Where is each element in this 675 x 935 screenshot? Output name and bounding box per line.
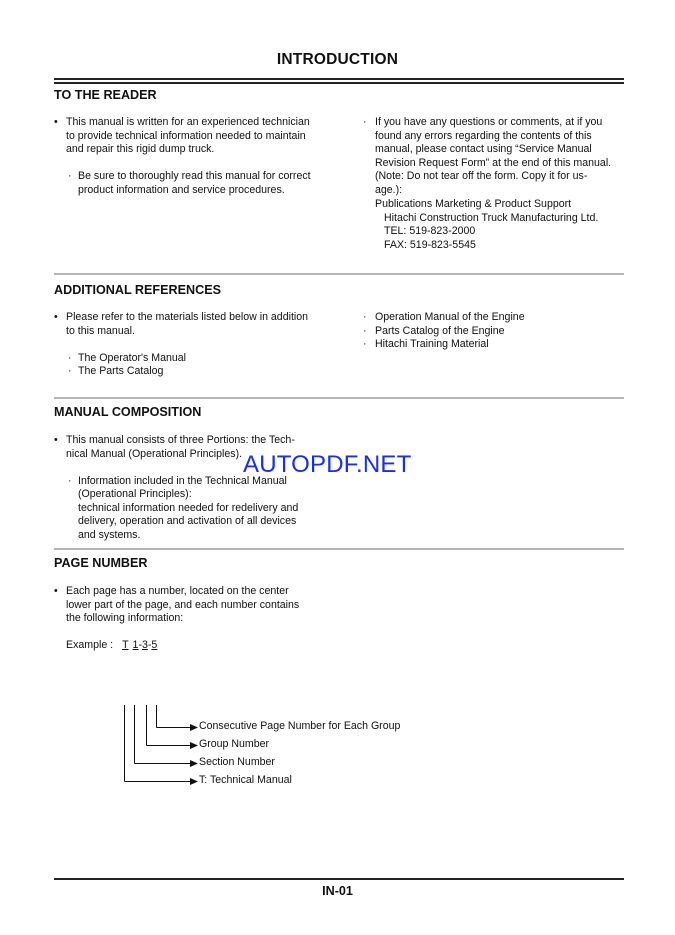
diagram-label-consecutive-page: Consecutive Page Number for Each Group — [199, 720, 401, 732]
section-heading-to-the-reader: TO THE READER — [54, 88, 157, 102]
list-item: · Operation Manual of the Engine — [363, 311, 525, 323]
composition-bullet-paragraph: • This manual consists of three Portions: the Tech- nical Manual (Operational Principles). — [54, 434, 295, 460]
references-right-column — [363, 311, 624, 352]
bullet-icon: • — [54, 116, 58, 128]
dot-bullet-icon: · — [363, 338, 367, 350]
references-bullet-paragraph: • Please refer to the materials listed below in addition to this manual. — [54, 311, 309, 337]
example-part: T — [122, 639, 129, 651]
page-number-column — [54, 585, 326, 626]
footer-rule — [54, 878, 624, 880]
composition-sub-paragraph: · Information included in the Technical Manual (Operational Principles): technical information needed for redelivery and delivery, operation and activation of all devices and systems. — [68, 474, 299, 541]
reader-contact-paragraph: · If you have any questions or comments, at if you found any errors regarding the contents of this manual, please contact using “Service Manual Revision Request Form” at the end of this manual. (Note: Do not tear off the form. Copy it for us- age.): — [363, 116, 612, 196]
example-part: - — [138, 639, 142, 651]
dot-bullet-icon: · — [363, 116, 367, 128]
diagram-label-section-number: Section Number — [199, 756, 275, 768]
title-rule-top — [54, 78, 624, 80]
example-label: Example : — [66, 639, 114, 651]
list-item: · Parts Catalog of the Engine — [363, 324, 505, 337]
list-item: · The Parts Catalog — [68, 365, 164, 377]
example-part: - — [147, 639, 152, 651]
page-number-diagram — [110, 697, 430, 792]
diagram-label-group-number: Group Number — [199, 738, 270, 750]
example-part: 5 — [151, 639, 158, 651]
dot-bullet-icon: · — [68, 365, 72, 377]
section-heading-additional-references: ADDITIONAL REFERENCES — [54, 283, 221, 297]
section-divider — [54, 397, 624, 399]
page-number-example — [66, 639, 157, 653]
watermark: AUTOPDF.NET — [243, 451, 412, 478]
bullet-icon: • — [54, 434, 58, 446]
reader-sub-paragraph: · Be sure to thoroughly read this manual for correct product information and service procedures. — [68, 170, 311, 196]
diagram-label-technical-manual: T: Technical Manual — [199, 774, 292, 786]
section-divider — [54, 273, 624, 275]
dot-bullet-icon: · — [68, 170, 72, 182]
references-left-column — [54, 311, 326, 379]
dot-bullet-icon: · — [363, 324, 367, 337]
connector-lines — [110, 697, 210, 792]
dot-bullet-icon: · — [68, 474, 72, 487]
example-part: 1 — [132, 639, 139, 651]
contact-block: Publications Marketing & Product Support Hitachi Construction Truck Manufacturing Ltd. TEL: 519-823-2000 FAX: 519-823-5545 — [375, 198, 599, 251]
bullet-icon: • — [54, 585, 58, 597]
example-part: 3 — [141, 639, 148, 651]
dot-bullet-icon: · — [68, 351, 72, 364]
list-item: · Hitachi Training Material — [363, 338, 489, 350]
bullet-icon: • — [54, 311, 58, 323]
title-rule-bottom — [54, 82, 624, 84]
list-item: · The Operator's Manual — [68, 351, 187, 364]
section-heading-page-number: PAGE NUMBER — [54, 556, 148, 570]
dot-bullet-icon: · — [363, 311, 367, 323]
reader-left-column — [54, 116, 326, 197]
reader-right-column — [363, 116, 624, 252]
page-title: INTRODUCTION — [276, 51, 399, 68]
section-heading-manual-composition: MANUAL COMPOSITION — [54, 405, 202, 419]
page-number: IN-01 — [322, 884, 353, 898]
page-number-bullet-paragraph: • Each page has a number, located on the center lower part of the page, and each number contains the following information: — [54, 585, 300, 624]
reader-bullet-paragraph: • This manual is written for an experienced technician to provide technical information needed to maintain and repair this rigid dump truck. — [54, 116, 310, 155]
section-divider — [54, 548, 624, 550]
